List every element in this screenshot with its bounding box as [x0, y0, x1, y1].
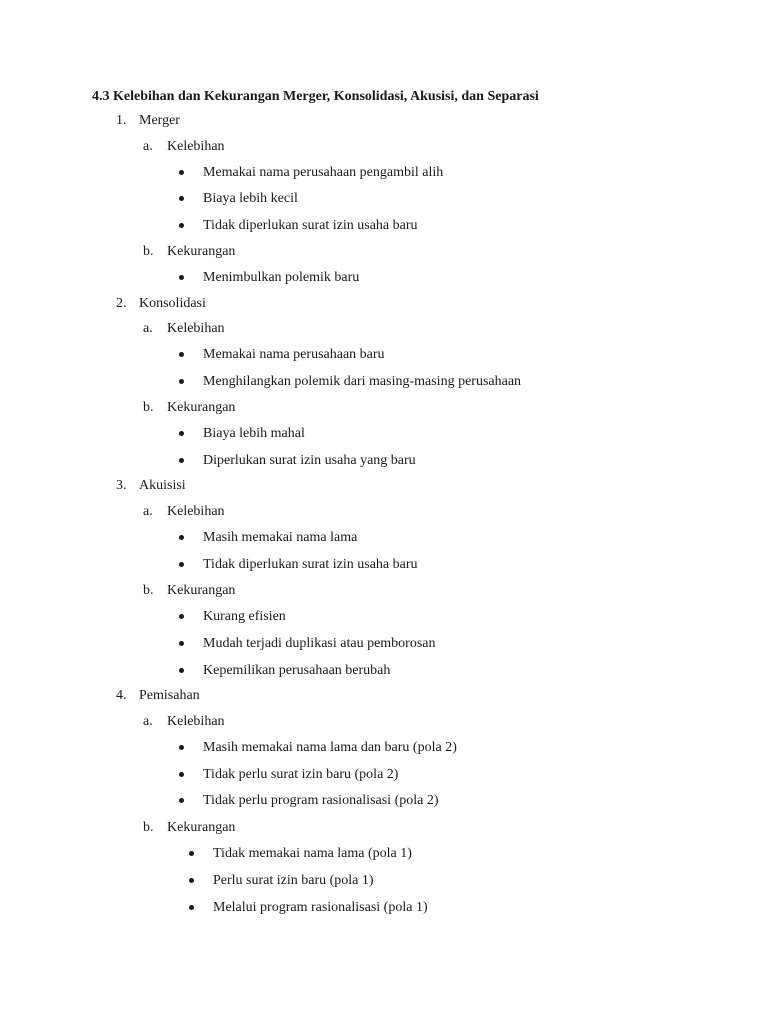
bullet-text: Menghilangkan polemik dari masing-masing perusahaan — [203, 374, 522, 389]
sublist-marker: b. — [143, 820, 154, 835]
bullet-icon — [189, 851, 194, 856]
list-item-konsolidasi — [116, 295, 206, 313]
sublist-marker: a. — [143, 714, 153, 729]
bullet-icon — [179, 562, 184, 567]
sublist-label: Kekurangan — [167, 583, 236, 598]
sublist-marker: a. — [143, 504, 153, 519]
sublist-marker: b. — [143, 244, 154, 259]
bullet-item — [203, 217, 418, 235]
bullet-icon — [179, 458, 184, 463]
bullet-text: Mudah terjadi duplikasi atau pemborosan — [203, 636, 436, 651]
list-number: 1. — [116, 113, 127, 128]
bullet-item — [203, 739, 457, 757]
bullet-icon — [179, 668, 184, 673]
bullet-item — [203, 346, 385, 364]
bullet-item — [203, 635, 436, 653]
bullet-text: Memakai nama perusahaan baru — [203, 347, 385, 362]
bullet-text: Diperlukan surat izin usaha yang baru — [203, 453, 416, 468]
bullet-icon — [189, 878, 194, 883]
bullet-icon — [179, 170, 184, 175]
sublist-label: Kekurangan — [167, 400, 236, 415]
bullet-text: Memakai nama perusahaan pengambil alih — [203, 165, 444, 180]
bullet-text: Tidak memakai nama lama (pola 1) — [213, 846, 412, 861]
sublist-marker: a. — [143, 321, 153, 336]
sublist-item-kelebihan — [143, 713, 225, 731]
bullet-text: Biaya lebih kecil — [203, 191, 298, 206]
sublist-item-kelebihan — [143, 138, 225, 156]
bullet-icon — [179, 196, 184, 201]
bullet-text: Perlu surat izin baru (pola 1) — [213, 873, 374, 888]
sublist-item-kekurangan — [143, 582, 236, 600]
bullet-item — [203, 608, 286, 626]
sublist-item-kekurangan — [143, 819, 236, 837]
bullet-icon — [179, 641, 184, 646]
bullet-text: Menimbulkan polemik baru — [203, 270, 360, 285]
bullet-text: Melalui program rasionalisasi (pola 1) — [213, 900, 428, 915]
bullet-text: Kepemilikan perusahaan berubah — [203, 663, 391, 678]
bullet-item — [203, 190, 298, 208]
list-number: 3. — [116, 478, 127, 493]
bullet-icon — [179, 352, 184, 357]
bullet-icon — [179, 275, 184, 280]
bullet-icon — [179, 535, 184, 540]
sublist-item-kekurangan — [143, 399, 236, 417]
sublist-label: Kelebihan — [167, 321, 225, 336]
bullet-item — [213, 872, 374, 890]
sublist-item-kelebihan — [143, 320, 225, 338]
sublist-label: Kelebihan — [167, 714, 225, 729]
bullet-text: Tidak diperlukan surat izin usaha baru — [203, 218, 418, 233]
list-heading: Akuisisi — [139, 478, 186, 493]
sublist-item-kelebihan — [143, 503, 225, 521]
sublist-label: Kekurangan — [167, 244, 236, 259]
bullet-item — [203, 766, 398, 784]
bullet-item — [203, 164, 443, 182]
list-item-pemisahan — [116, 687, 200, 705]
bullet-icon — [179, 772, 184, 777]
bullet-item — [203, 452, 416, 470]
list-item-merger — [116, 112, 180, 130]
bullet-icon — [179, 614, 184, 619]
list-heading: Pemisahan — [139, 688, 200, 703]
sublist-label: Kelebihan — [167, 139, 225, 154]
bullet-item — [203, 373, 521, 391]
bullet-item — [203, 269, 359, 287]
bullet-text: Tidak perlu surat izin baru (pola 2) — [203, 767, 399, 782]
bullet-item — [203, 662, 390, 680]
list-item-akuisisi — [116, 477, 186, 495]
bullet-item — [203, 556, 418, 574]
sublist-label: Kekurangan — [167, 820, 236, 835]
bullet-icon — [179, 745, 184, 750]
bullet-item — [203, 425, 305, 443]
bullet-text: Kurang efisien — [203, 609, 286, 624]
list-number: 2. — [116, 296, 127, 311]
sublist-marker: b. — [143, 583, 154, 598]
bullet-item — [213, 845, 412, 863]
sublist-item-kekurangan — [143, 243, 236, 261]
bullet-icon — [189, 905, 194, 910]
bullet-item — [203, 529, 357, 547]
bullet-text: Masih memakai nama lama dan baru (pola 2) — [203, 740, 457, 755]
sublist-marker: b. — [143, 400, 154, 415]
bullet-icon — [179, 223, 184, 228]
sublist-label: Kelebihan — [167, 504, 225, 519]
bullet-icon — [179, 379, 184, 384]
bullet-icon — [179, 431, 184, 436]
bullet-item — [213, 899, 428, 917]
bullet-text: Tidak diperlukan surat izin usaha baru — [203, 557, 418, 572]
section-title: 4.3 Kelebihan dan Kekurangan Merger, Konsolidasi, Akusisi, dan Separasi — [92, 89, 539, 104]
list-heading: Konsolidasi — [139, 296, 206, 311]
sublist-marker: a. — [143, 139, 153, 154]
bullet-item — [203, 792, 439, 810]
list-heading: Merger — [139, 113, 180, 128]
list-number: 4. — [116, 688, 127, 703]
bullet-icon — [179, 798, 184, 803]
bullet-text: Masih memakai nama lama — [203, 530, 358, 545]
bullet-text: Biaya lebih mahal — [203, 426, 305, 441]
bullet-text: Tidak perlu program rasionalisasi (pola 2) — [203, 793, 439, 808]
